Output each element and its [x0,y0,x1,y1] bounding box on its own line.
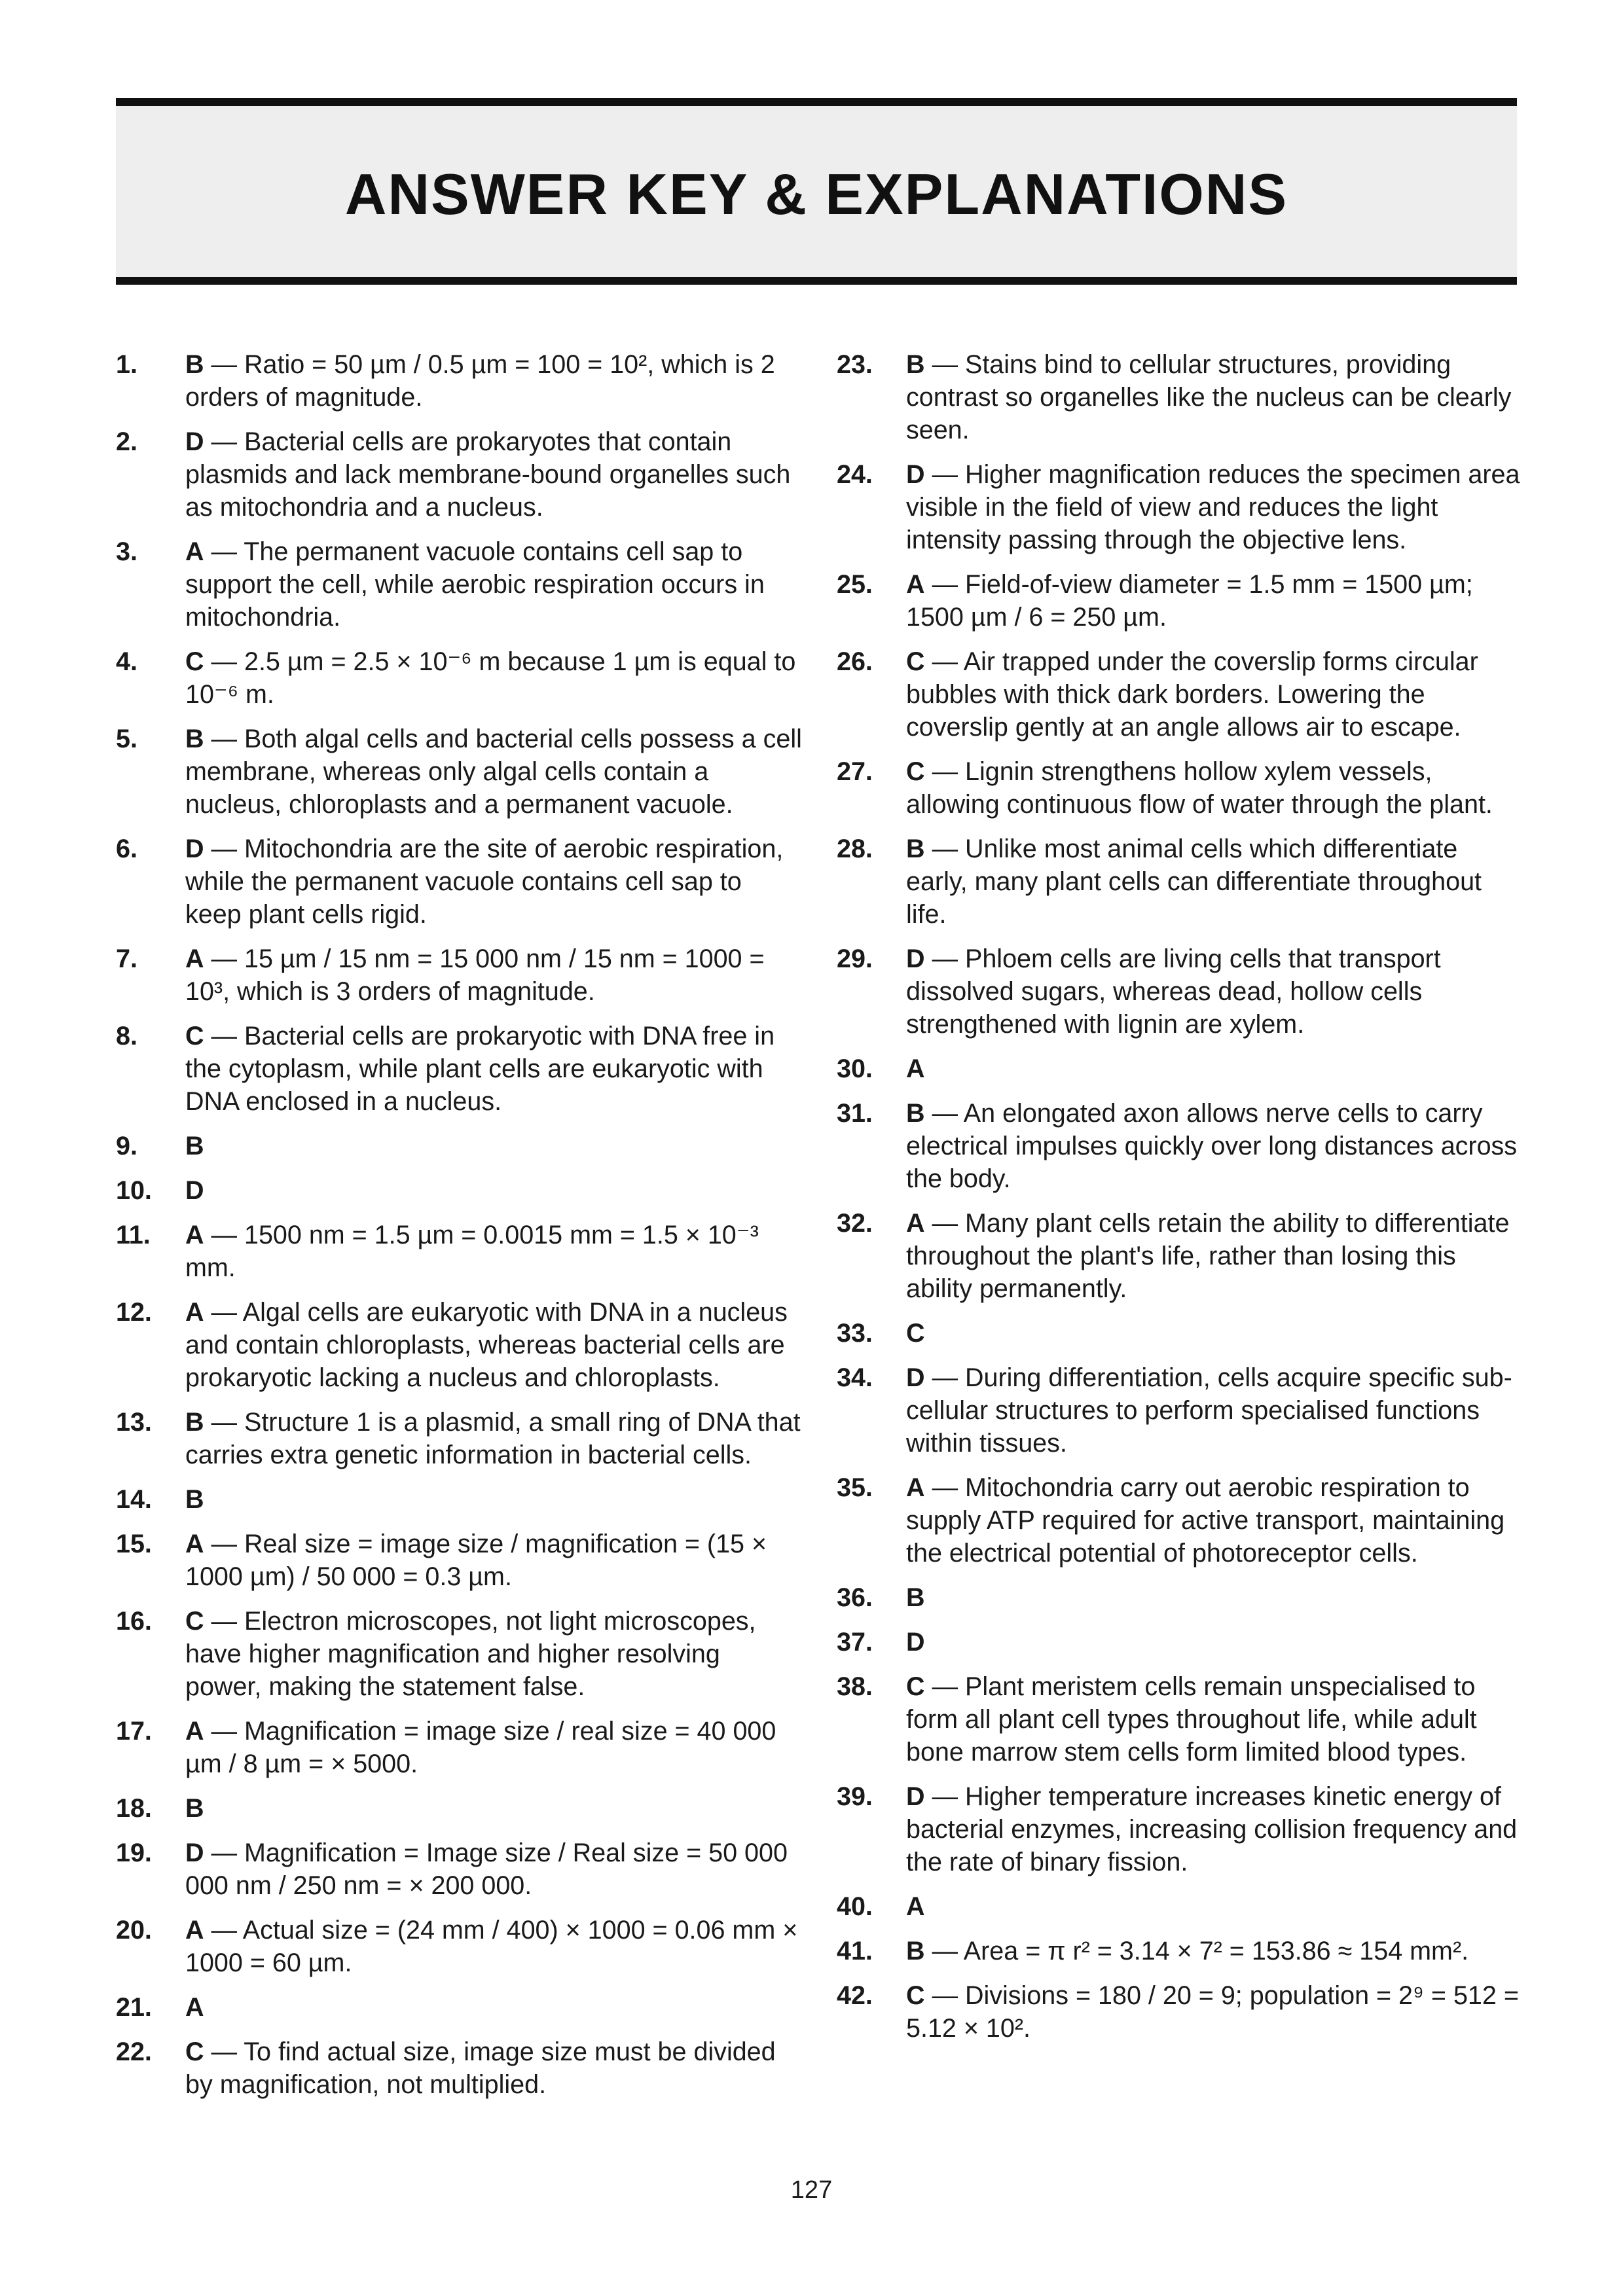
answer-letter: D [185,1839,204,1867]
answer-item [837,1207,1521,1305]
answer-text [185,1837,802,1902]
answer-item [837,1471,1521,1570]
answer-text [185,1219,802,1284]
answer-letter: B [906,350,925,379]
answer-item [837,1097,1521,1195]
explanation-text: — Many plant cells retain the ability to differentiate throughout the plant's life, rather than losing this ability permanently. [906,1209,1510,1303]
explanation-text: — Algal cells are eukaryotic with DNA in a nucleus and contain chloroplasts, whereas bacterial cells are prokaryotic lacking a nucleus and chloroplasts. [185,1298,788,1392]
explanation-text: — Real size = image size / magnification = (15 × 1000 µm) / 50 000 = 0.3 µm. [185,1530,767,1591]
explanation-text: — Plant meristem cells remain unspecialised to form all plant cell types throughout life, while adult bone marrow stem cells form limited blood types. [906,1672,1477,1767]
answer-item [837,755,1521,821]
question-number: 36. [837,1583,873,1612]
answer-text [185,1528,802,1593]
explanation-text: — Stains bind to cellular structures, providing contrast so organelles like the nucleus can be clearly seen. [906,350,1512,444]
explanation-text: — Magnification = Image size / Real size = 50 000 000 nm / 250 nm = × 200 000. [185,1839,788,1900]
answer-item [116,535,802,634]
answer-letter: B [185,1408,204,1437]
answer-item [116,2036,802,2101]
answer-item [837,348,1521,446]
explanation-text: — Higher magnification reduces the specimen area visible in the field of view and reduces the light intensity passing through the objective lens. [906,460,1520,554]
answer-text [906,1207,1521,1305]
question-number: 17. [116,1717,152,1746]
question-number: 11. [116,1221,151,1249]
question-number: 18. [116,1794,152,1823]
explanation-text: — Field-of-view diameter = 1.5 mm = 1500 µm; 1500 µm / 6 = 250 µm. [906,570,1473,632]
explanation-text: — Divisions = 180 / 20 = 9; population = 2⁹ = 512 = 5.12 × 10². [906,1981,1519,2043]
answer-letter: A [185,1298,204,1327]
question-number: 12. [116,1298,152,1327]
answer-text [906,568,1521,634]
answer-text [185,1605,802,1703]
explanation-text: — During differentiation, cells acquire specific sub-cellular structures to perform specialised functions within tissues. [906,1363,1512,1458]
answer-item [837,1670,1521,1768]
answer-letter: D [906,460,925,489]
page-number: 127 [790,2176,833,2204]
question-number: 6. [116,834,137,863]
answer-letter: A [906,570,925,599]
answer-text [185,1130,802,1162]
answer-letter: A [906,1473,925,1502]
answer-letter: A [906,1054,925,1083]
answer-text [906,1890,1521,1923]
answer-item [837,1890,1521,1923]
answer-text [185,1020,802,1118]
question-number: 35. [837,1473,873,1502]
explanation-text: — To find actual size, image size must be divided by magnification, not multiplied. [185,2037,776,2099]
answer-letter: D [185,834,204,863]
answer-item [837,458,1521,556]
question-number: 28. [837,834,873,863]
answer-text [185,1174,802,1207]
question-number: 38. [837,1672,873,1701]
question-number: 9. [116,1132,137,1160]
explanation-text: — Electron microscopes, not light microscopes, have higher magnification and higher resolving power, making the statement false. [185,1607,756,1701]
question-number: 1. [116,350,137,379]
answer-text [906,1471,1521,1570]
answer-item [837,833,1521,931]
explanation-text: — Bacterial cells are prokaryotes that contain plasmids and lack membrane-bound organelles such as mitochondria and a nucleus. [185,427,791,522]
question-number: 34. [837,1363,873,1392]
answer-text [185,1991,802,2024]
answer-letter: C [185,2037,204,2066]
answer-letter: D [185,1176,204,1205]
answer-letter: D [906,1363,925,1392]
answer-text [185,723,802,821]
answer-letter: C [906,1319,925,1348]
question-number: 16. [116,1607,152,1636]
question-number: 20. [116,1916,152,1945]
answer-text [185,942,802,1008]
answer-letter: B [185,1794,204,1823]
answer-text [185,1406,802,1471]
answer-item [116,1219,802,1284]
answer-item [116,833,802,931]
question-number: 23. [837,350,873,379]
question-number: 39. [837,1782,873,1811]
header-band [116,98,1517,285]
answer-text [906,348,1521,446]
question-number: 31. [837,1099,873,1128]
answer-item [116,1406,802,1471]
answer-letter: A [185,944,204,973]
answer-item [837,1626,1521,1659]
explanation-text: — Higher temperature increases kinetic energy of bacterial enzymes, increasing collision frequency and the rate of binary fission. [906,1782,1518,1876]
answer-letter: A [185,537,204,566]
explanation-text: — Magnification = image size / real size = 40 000 µm / 8 µm = × 5000. [185,1717,776,1778]
answer-letter: A [185,1993,204,2022]
question-number: 24. [837,460,873,489]
answer-text [906,1361,1521,1460]
answer-item [116,723,802,821]
answer-item [116,942,802,1008]
answer-item [837,568,1521,634]
answer-item [837,1979,1521,2045]
answer-item [116,1483,802,1516]
explanation-text: — 2.5 µm = 2.5 × 10⁻⁶ m because 1 µm is equal to 10⁻⁶ m. [185,647,796,709]
answer-item [837,1361,1521,1460]
explanation-text: — 1500 nm = 1.5 µm = 0.0015 mm = 1.5 × 10⁻³ mm. [185,1221,759,1282]
answer-letter: C [906,1981,925,2010]
question-number: 10. [116,1176,152,1205]
explanation-text: — 15 µm / 15 nm = 15 000 nm / 15 nm = 1000 = 10³, which is 3 orders of magnitude. [185,944,765,1006]
answer-text [185,1914,802,1979]
question-number: 32. [837,1209,873,1238]
answer-letter: A [185,1717,204,1746]
question-number: 14. [116,1485,152,1514]
answer-item [116,1174,802,1207]
question-number: 15. [116,1530,152,1558]
explanation-text: — Phloem cells are living cells that transport dissolved sugars, whereas dead, hollow cells strengthened with lignin are xylem. [906,944,1441,1039]
answer-letter: B [906,1099,925,1128]
answer-letter: C [906,757,925,786]
answer-text [906,1626,1521,1659]
answer-text [185,833,802,931]
question-number: 7. [116,944,137,973]
answer-column-left [116,348,802,2113]
question-number: 37. [837,1628,873,1657]
answer-letter: A [906,1892,925,1921]
question-number: 30. [837,1054,873,1083]
answer-letter: B [185,350,204,379]
answer-letter: B [906,834,925,863]
answer-text [185,645,802,711]
answer-text [906,1581,1521,1614]
answer-item [116,1130,802,1162]
question-number: 4. [116,647,137,676]
answer-letter: D [906,1782,925,1811]
explanation-text: — Actual size = (24 mm / 400) × 1000 = 0.06 mm × 1000 = 60 µm. [185,1916,798,1977]
answer-letter: B [906,1937,925,1965]
answer-item [837,1317,1521,1350]
answer-column-right [837,348,1521,2056]
answer-text [185,535,802,634]
question-number: 26. [837,647,873,676]
explanation-text: — Lignin strengthens hollow xylem vessels, allowing continuous flow of water through the plant. [906,757,1493,819]
answer-item [116,1914,802,1979]
page-title: ANSWER KEY & EXPLANATIONS [344,161,1288,226]
answer-letter: D [185,427,204,456]
answer-text [906,1979,1521,2045]
explanation-text: — The permanent vacuole contains cell sap to support the cell, while aerobic respiration occurs in mitochondria. [185,537,765,632]
question-number: 41. [837,1937,873,1965]
answer-text [185,2036,802,2101]
answer-text [906,1670,1521,1768]
answer-text [185,1483,802,1516]
answer-text [185,1792,802,1825]
answer-letter: B [185,725,204,753]
explanation-text: — Area = π r² = 3.14 × 7² = 153.86 ≈ 154 mm². [924,1937,1469,1965]
explanation-text: — Unlike most animal cells which differentiate early, many plant cells can differentiate throughout life. [906,834,1482,929]
answer-item [116,1296,802,1394]
question-number: 40. [837,1892,873,1921]
answer-letter: C [906,1672,925,1701]
answer-letter: C [185,1607,204,1636]
answer-letter: A [185,1916,204,1945]
question-number: 27. [837,757,873,786]
answer-letter: A [185,1530,204,1558]
answer-letter: B [185,1485,204,1514]
answer-letter: A [185,1221,204,1249]
answer-item [116,1715,802,1780]
answer-letter: C [906,647,925,676]
explanation-text: — Ratio = 50 µm / 0.5 µm = 100 = 10², which is 2 orders of magnitude. [185,350,775,412]
answer-letter: B [906,1583,925,1612]
explanation-text: — Mitochondria carry out aerobic respiration to supply ATP required for active transport, maintaining the electrical potential of photoreceptor cells. [906,1473,1505,1568]
answer-item [837,645,1521,744]
answer-item [116,1528,802,1593]
answer-text [185,1296,802,1394]
answer-item [837,1780,1521,1878]
answer-item [116,425,802,524]
answer-text [906,1317,1521,1350]
explanation-text: — Both algal cells and bacterial cells possess a cell membrane, whereas only algal cells contain a nucleus, chloroplasts and a permanent vacuole. [185,725,802,819]
answer-item [837,1052,1521,1085]
answer-text [906,645,1521,744]
question-number: 13. [116,1408,152,1437]
explanation-text: — Air trapped under the coverslip forms circular bubbles with thick dark borders. Lowering the coverslip gently at an angle allows air to escape. [906,647,1478,742]
question-number: 19. [116,1839,152,1867]
answer-text [185,1715,802,1780]
explanation-text: — An elongated axon allows nerve cells to carry electrical impulses quickly over long distances across the body. [906,1099,1518,1193]
answer-text [906,755,1521,821]
question-number: 5. [116,725,137,753]
explanation-text: — Bacterial cells are prokaryotic with DNA free in the cytoplasm, while plant cells are eukaryotic with DNA enclosed in a nucleus. [185,1022,775,1116]
question-number: 42. [837,1981,873,2010]
answer-text [906,458,1521,556]
answer-letter: D [906,1628,925,1657]
answer-item [116,348,802,414]
answer-text [906,1097,1521,1195]
question-number: 3. [116,537,137,566]
answer-text [185,425,802,524]
question-number: 21. [116,1993,152,2022]
answer-letter: C [185,1022,204,1050]
question-number: 22. [116,2037,152,2066]
answer-item [837,1581,1521,1614]
answer-item [837,942,1521,1041]
answer-item [116,1792,802,1825]
answer-item [116,645,802,711]
answer-letter: D [906,944,925,973]
question-number: 29. [837,944,873,973]
answer-text [906,1052,1521,1085]
question-number: 33. [837,1319,873,1348]
answer-text [906,833,1521,931]
question-number: 2. [116,427,137,456]
answer-item [116,1020,802,1118]
answer-letter: C [185,647,204,676]
question-number: 25. [837,570,873,599]
answer-item [116,1991,802,2024]
answer-text [906,1780,1521,1878]
question-number: 8. [116,1022,137,1050]
answer-text [906,1935,1521,1967]
answer-letter: B [185,1132,204,1160]
answer-text [185,348,802,414]
explanation-text: — Mitochondria are the site of aerobic respiration, while the permanent vacuole contains cell sap to keep plant cells rigid. [185,834,784,929]
answer-item [837,1935,1521,1967]
answer-item [116,1605,802,1703]
answer-letter: A [906,1209,925,1238]
answer-item [116,1837,802,1902]
answer-text [906,942,1521,1041]
explanation-text: — Structure 1 is a plasmid, a small ring of DNA that carries extra genetic information in bacterial cells. [185,1408,801,1469]
